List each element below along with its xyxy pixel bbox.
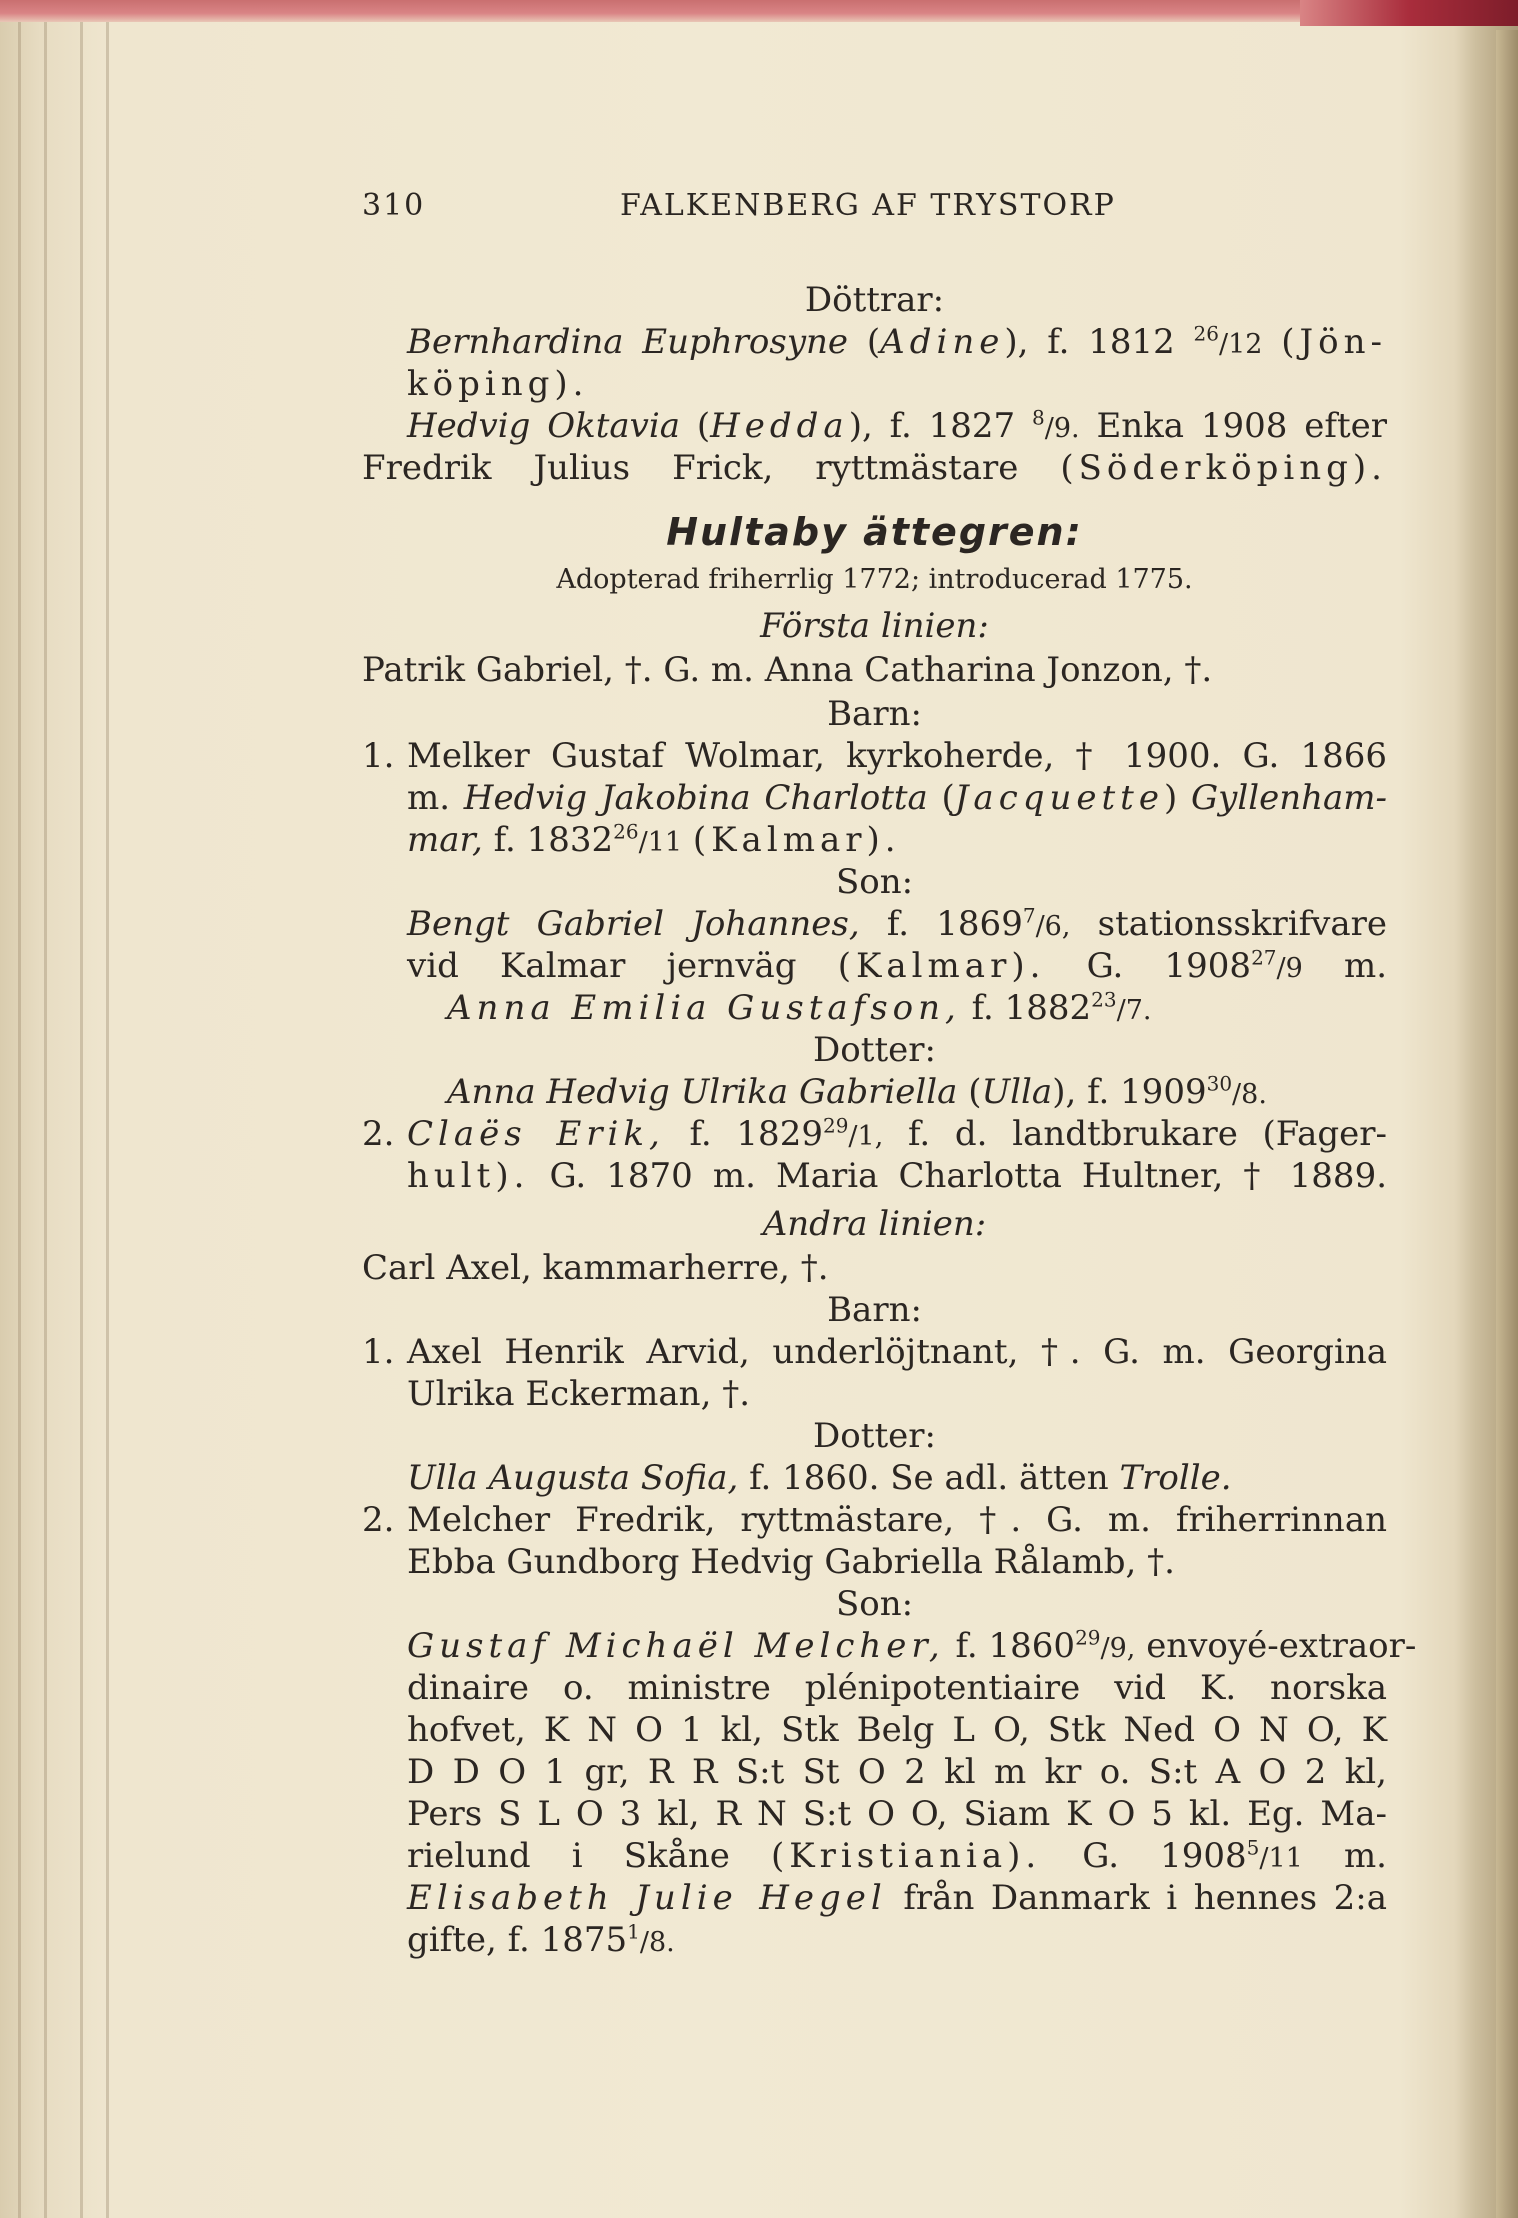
entry-line: D D O 1 gr, R R S:t St O 2 kl m kr o. S:t A O 2 kl, [407,1752,1387,1792]
entry-line: Pers S L O 3 kl, R N S:t O O, Siam K O 5 kl. Eg. Ma- [407,1794,1387,1834]
page-number: 310 [362,188,426,223]
book-cover-edge [1300,0,1518,26]
entry-line: 1. Melker Gustaf Wolmar, kyrkoherde, † 1900. G. 1866 [362,736,1387,776]
entry-line: Ulla Augusta Sofia, f. 1860. Se adl. ätten Trolle. [407,1458,1232,1498]
section-heading: Hultaby ättegren: [666,510,1083,554]
entry-line: 2. Claës Erik, f. 1829$^{29}$/1, f. d. landtbrukare (Fager- [362,1113,1387,1154]
section-label: Son: [835,862,914,902]
entry-line: rielund i Skåne (Kristiania). G. 1908$^5$/11 m. [407,1835,1387,1876]
entry-line: vid Kalmar jernväg (Kalmar). G. 1908$^{27}$/9 m. [407,945,1388,986]
entry-line: mar, f. 1832$^{26}$/11 (Kalmar). [407,819,901,860]
entry-line: Carl Axel, kammarherre, †. [362,1248,829,1288]
entry-line: Elisabeth Julie Hegel från Danmark i hennes 2:a [407,1878,1387,1918]
section-label: Barn: [827,1290,922,1330]
binding-line [106,22,109,2218]
running-title: FALKENBERG AF TRYSTORP [620,188,1116,223]
entry-line: Ebba Gundborg Hedvig Gabriella Rålamb, †. [407,1542,1175,1582]
section-note: Adopterad friherrlig 1772; introducerad 1775. [556,564,1193,595]
running-header [362,188,1387,223]
entry-line: Anna Emilia Gustafson, f. 1882$^{23}$/7. [447,987,1152,1028]
binding-line [44,22,47,2218]
section-label: Barn: [827,694,922,734]
page-top-edge [0,0,1518,22]
section-label: Döttrar: [804,280,945,320]
binding-line [80,22,83,2218]
binding-line [18,22,21,2218]
entry-line: Ulrika Eckerman, †. [407,1374,751,1414]
entry-line: Anna Hedvig Ulrika Gabriella (Ulla), f. 1909$^{30}$/8. [447,1071,1267,1112]
subsection-heading: Andra linien: [762,1204,987,1244]
entry-line: 2. Melcher Fredrik, ryttmästare, †. G. m. friherrinnan [362,1500,1387,1540]
entry-line: Fredrik Julius Frick, ryttmästare (Söderköping). [362,448,1387,488]
entry-line: Gustaf Michaël Melcher, f. 1860$^{29}$/9, envoyé-extraor- [407,1625,1417,1666]
book-right-edge [1496,30,1518,2218]
entry-line: Hedvig Oktavia (Hedda), f. 1827 $^8$/9. Enka 1908 efter [407,405,1387,446]
entry-line: m. Hedvig Jakobina Charlotta (Jacquette) Gyllenham- [407,778,1388,818]
entry-line: Patrik Gabriel, †. G. m. Anna Catharina Jonzon, †. [362,650,1213,690]
entry-line: 1. Axel Henrik Arvid, underlöjtnant, †. G. m. Georgina [362,1332,1387,1372]
entry-line: hult). G. 1870 m. Maria Charlotta Hultner, † 1889. [407,1156,1388,1196]
entry-line: hofvet, K N O 1 kl, Stk Belg L O, Stk Ned O N O, K [407,1710,1387,1750]
section-label: Dotter: [813,1416,936,1456]
entry-line: dinaire o. ministre plénipotentiaire vid K. norska [407,1668,1387,1708]
entry-line: Bengt Gabriel Johannes, f. 1869$^7$/6, stationsskrifvare [407,903,1388,944]
entry-line: köping). [407,364,589,404]
entry-line: gifte, f. 1875$^1$/8. [407,1919,675,1960]
section-label: Dotter: [813,1030,936,1070]
entry-line: Bernhardina Euphrosyne (Adine), f. 1812 $^{26}$/12 (Jön- [407,321,1388,362]
section-label: Son: [835,1584,914,1624]
subsection-heading: Första linien: [760,606,989,646]
